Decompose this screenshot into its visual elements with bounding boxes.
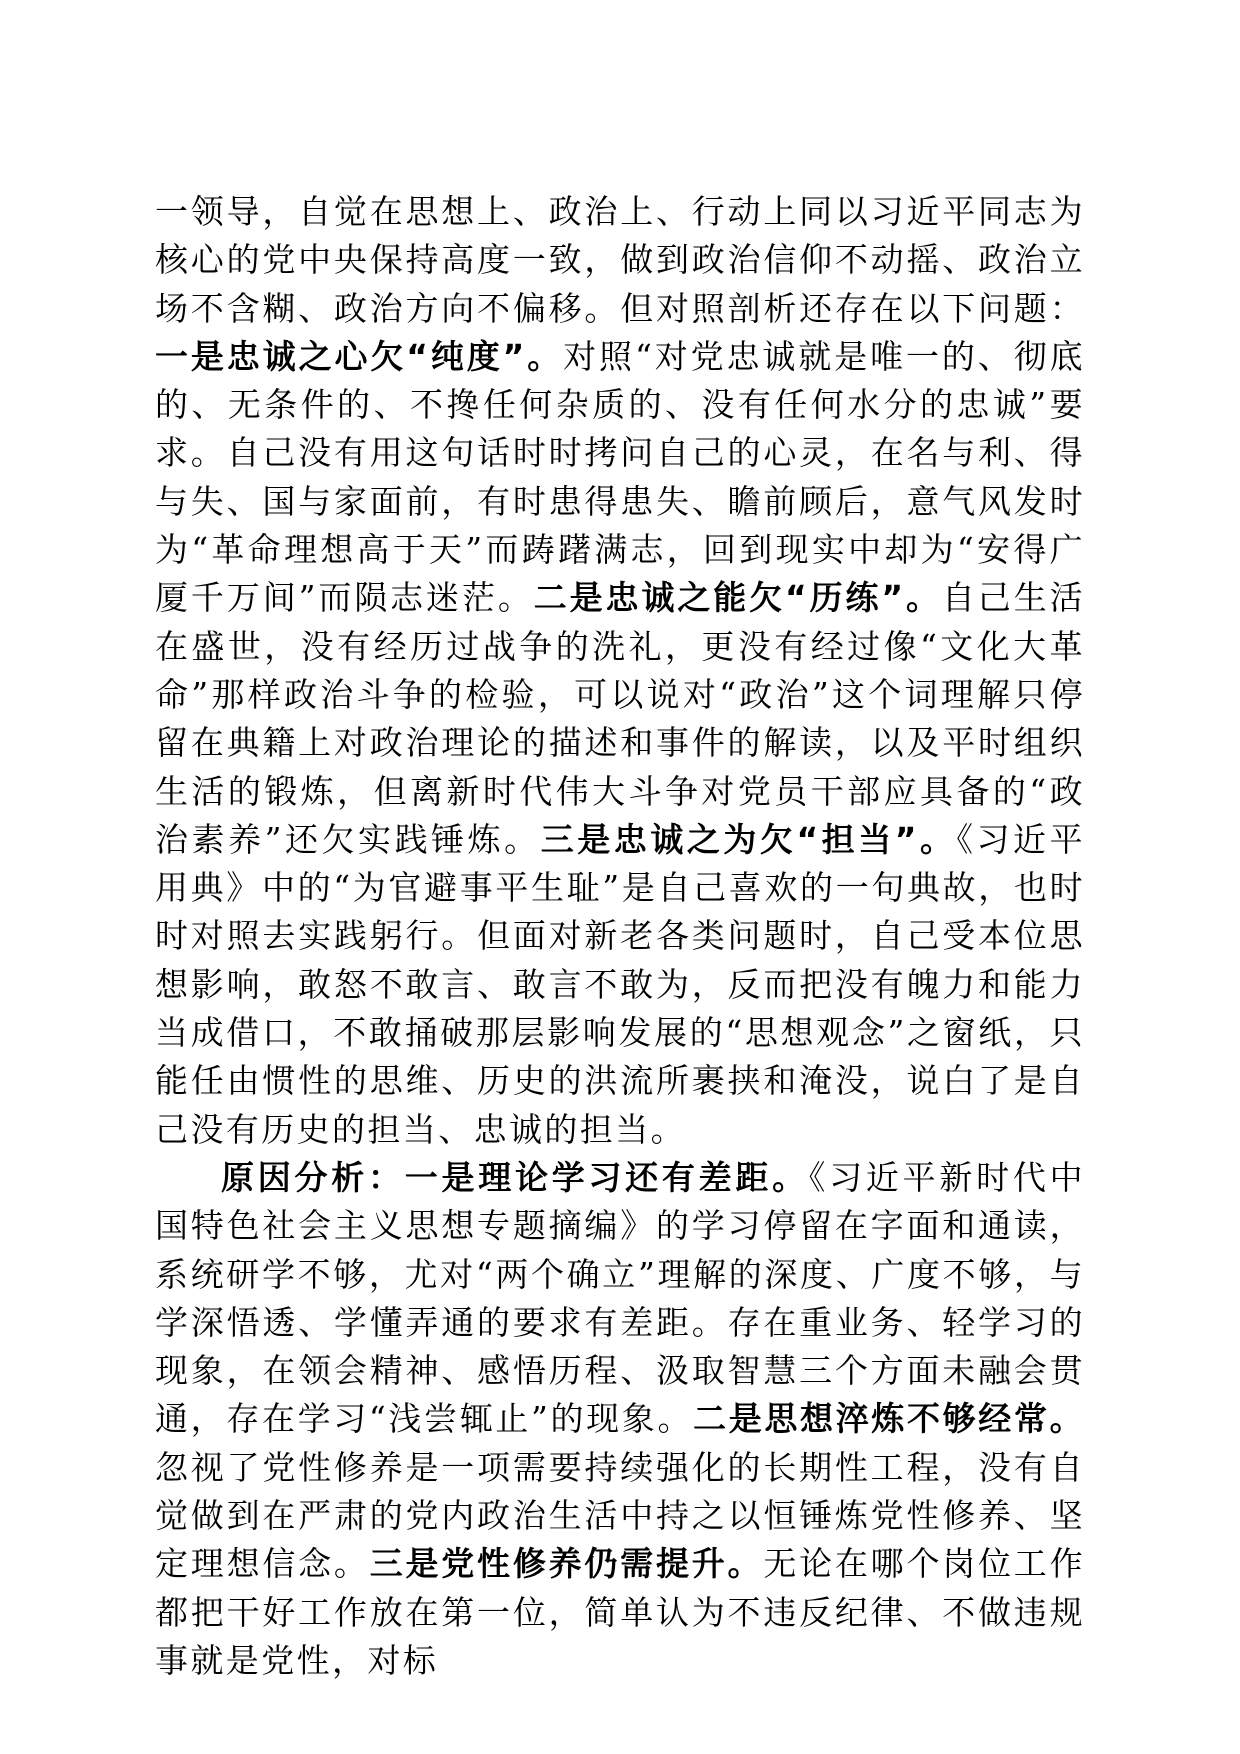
paragraph-cause-analysis bbox=[155, 1154, 1085, 1685]
bold-heading-run: 二是思想淬炼不够经常。 bbox=[693, 1399, 1085, 1439]
text-run: 无论在哪个岗位工作都把干好工作放在第一位，简单认为不违反纪律、不做违规事就是党性，对标 bbox=[155, 1544, 1085, 1680]
bold-heading-run: 二是忠诚之能欠“历练”。 bbox=[533, 578, 942, 618]
text-run: 忽视了党性修养是一项需要持续强化的长期性工程，没有自觉做到在严肃的党内政治生活中持之以恒锤炼党性修养、坚定理想信念。 bbox=[155, 1447, 1085, 1584]
text-run: 自己生活在盛世，没有经历过战争的洗礼，更没有经过像“文化大革命”那样政治斗争的检验，可以说对“政治”这个词理解只停留在典籍上对政治理论的描述和事件的解读，以及平时组织生活的锻炼，但离新时代伟大斗争对党员干部应具备的“政治素养”还欠实践锤炼。 bbox=[155, 578, 1085, 859]
paragraph-problems bbox=[155, 188, 1085, 1154]
text-run: 一领导，自觉在思想上、政治上、行动上同以习近平同志为核心的党中央保持高度一致，做到政治信仰不动摇、政治立场不含糊、政治方向不偏移。但对照剖析还存在以下问题： bbox=[155, 192, 1085, 328]
bold-heading-run: 一是忠诚之心欠“纯度”。 bbox=[155, 336, 564, 376]
bold-heading-run: 三是党性修养仍需提升。 bbox=[369, 1544, 764, 1584]
text-run: 对照“对党忠诚就是唯一的、彻底的、无条件的、不搀任何杂质的、没有任何水分的忠诚”要求。自己没有用这句话时时拷问自己的心灵，在名与利、得与失、国与家面前，有时患得患失、瞻前顾后，意气风发时为“革命理想高于天”而踌躇满志，回到现实中却为“安得广厦千万间”而陨志迷茫。 bbox=[155, 336, 1085, 618]
bold-heading-run: 三是忠诚之为欠“担当”。 bbox=[540, 819, 957, 859]
bold-heading-run: 原因分析：一是理论学习还有差距。 bbox=[221, 1157, 809, 1197]
text-run: 《习近平新时代中国特色社会主义思想专题摘编》的学习停留在字面和通读，系统研学不够，尤对“两个确立”理解的深度、广度不够，与学深悟透、学懂弄通的要求有差距。存在重业务、轻学习的现象，在领会精神、感悟历程、汲取智慧三个方面未融会贯通，存在学习“浅尝辄止”的现象。 bbox=[155, 1157, 1085, 1439]
document-page bbox=[155, 188, 1085, 1685]
text-run: 《习近平用典》中的“为官避事平生耻”是自己喜欢的一句典故，也时时对照去实践躬行。但面对新老各类问题时，自己受本位思想影响，敢怒不敢言、敢言不敢为，反而把没有魄力和能力当成借口，不敢捅破那层影响发展的“思想观念”之窗纸，只能任由惯性的思维、历史的洪流所裹挟和淹没，说白了是自己没有历史的担当、忠诚的担当。 bbox=[155, 819, 1085, 1149]
